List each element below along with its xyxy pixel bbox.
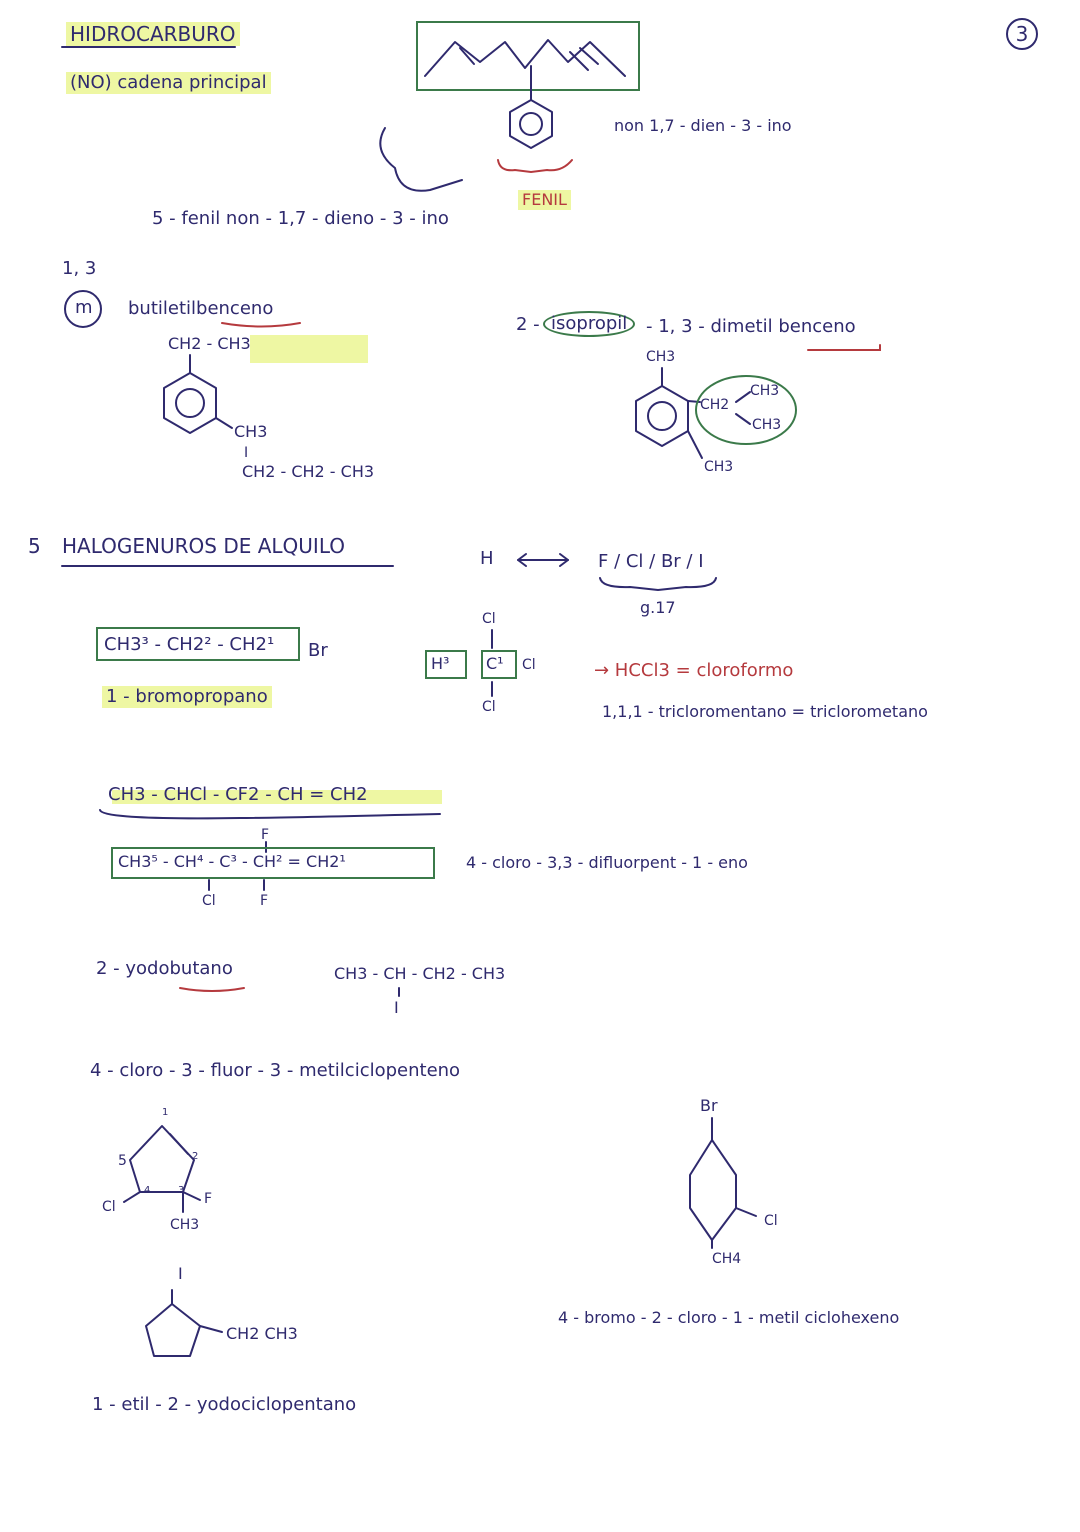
compound-name-full: 5 - fenil non - 1,7 - dieno - 3 - ino	[152, 208, 449, 229]
pent-iodo: I	[178, 1264, 183, 1283]
benzene-ring	[510, 100, 552, 148]
cyclopentene-ring	[130, 1126, 194, 1192]
ring-number-1: 1	[162, 1107, 169, 1118]
chain-brace	[100, 810, 440, 818]
carbon-chain	[425, 40, 625, 76]
iodo-label: I	[394, 998, 399, 1017]
highlight-bar	[250, 335, 368, 363]
ring-f: F	[204, 1191, 213, 1207]
double-bond	[580, 48, 598, 64]
bond	[216, 418, 232, 428]
positions-label: 1, 3	[62, 258, 97, 279]
benzene-ring	[636, 386, 688, 446]
formula-yodobutano: CH3 - CH - CH2 - CH3	[334, 964, 506, 983]
ring-number-2: 2	[192, 1151, 199, 1162]
ring-number-5: 5	[118, 1153, 127, 1169]
cyclopentane-ring	[146, 1304, 200, 1356]
benzene1-chain: CH2 - CH2 - CH3	[242, 462, 375, 481]
fenil-brace	[498, 160, 572, 172]
bond	[124, 1192, 140, 1202]
pentene-f-sub: F	[260, 893, 269, 909]
aromatic-circle	[648, 402, 676, 430]
name-underline	[808, 345, 880, 350]
chloroform-cl-right: Cl	[522, 657, 536, 673]
hydrogen-label: H	[480, 548, 494, 569]
bromine-label: Br	[308, 640, 328, 661]
benzene2-name: - 1, 3 - dimetil benceno	[646, 316, 856, 337]
formula-pentene-numbered: CH3⁵ - CH⁴ - C³ - CH² = CH2¹	[118, 852, 346, 871]
benzene2-ch3-a: CH3	[750, 383, 780, 399]
name-cyclopentene: 4 - cloro - 3 - fluor - 3 - metilciclopenteno	[90, 1060, 461, 1081]
formula-bromopropano: CH3³ - CH2² - CH2¹	[104, 634, 275, 655]
page-number: 3	[1006, 18, 1038, 50]
chloroform-h: H³	[431, 654, 450, 673]
bond	[200, 1326, 222, 1332]
benzene2-ch2: CH2	[700, 397, 730, 413]
bond	[688, 431, 702, 458]
section-number: 5	[28, 534, 41, 558]
halogens-list: F / Cl / Br / I	[598, 551, 704, 572]
name-underline	[222, 323, 300, 327]
aromatic-circle	[520, 113, 542, 135]
name-yodobutano: 2 - yodobutano	[96, 958, 233, 979]
benzene1-sub-right: CH3	[234, 422, 268, 441]
name-underline	[180, 988, 244, 991]
section-heading-hidrocarburo: HIDROCARBURO	[66, 22, 240, 46]
pentene-f-top: F	[261, 827, 270, 843]
hex-ch4: CH4	[712, 1251, 742, 1267]
group-label: g.17	[640, 598, 676, 617]
triple-bond	[570, 52, 588, 70]
benzene2-ch3-top: CH3	[646, 349, 676, 365]
name-cyclohexene: 4 - bromo - 2 - cloro - 1 - metil ciclohexeno	[558, 1308, 900, 1327]
benzene1-sub-top: CH2 - CH3	[168, 334, 251, 353]
name-bromopropano: 1 - bromopropano	[102, 686, 272, 708]
bond	[736, 1208, 756, 1216]
hex-cl: Cl	[764, 1213, 778, 1229]
name-cyclopentane: 1 - etil - 2 - yodociclopentano	[92, 1394, 357, 1415]
benzene2-ch3-bottom: CH3	[704, 459, 734, 475]
ring-number-3: 3	[178, 1185, 185, 1196]
fenil-label: FENIL	[518, 190, 571, 210]
benzene2-prefix: 2 -	[516, 314, 540, 335]
pent-ethyl: CH2 CH3	[226, 1324, 298, 1343]
isopropil-circled: isopropil	[543, 311, 635, 337]
bond	[736, 414, 750, 424]
chloroform-cl-top: Cl	[482, 611, 496, 627]
chloroform-c: C¹	[486, 654, 504, 673]
ring-number-4: 4	[144, 1185, 151, 1196]
curved-arrow	[380, 128, 462, 191]
formula-pentene: CH3 - CHCl - CF2 - CH = CH2	[108, 784, 368, 805]
bond	[183, 1192, 200, 1200]
benzene2-ch3-b: CH3	[752, 417, 782, 433]
hex-br: Br	[700, 1096, 718, 1115]
ring-cl: Cl	[102, 1199, 116, 1215]
bond	[736, 392, 750, 402]
section-heading-halogenuros: HALOGENUROS DE ALQUILO	[62, 534, 345, 558]
cadena-note: (NO) cadena principal	[66, 72, 271, 94]
aromatic-circle	[176, 389, 204, 417]
meta-prefix: m	[75, 297, 93, 318]
cyclohexane-ring	[690, 1140, 736, 1240]
halogen-brace	[600, 578, 716, 590]
double-bond	[170, 1134, 188, 1154]
trichloromethane-name: 1,1,1 - tricloromentano = triclorometano	[602, 702, 928, 721]
name-pentene: 4 - cloro - 3,3 - difluorpent - 1 - eno	[466, 853, 748, 872]
benzene1-bond: I	[244, 445, 249, 461]
chloroform-cl-bottom: Cl	[482, 699, 496, 715]
compound-name-top: non 1,7 - dien - 3 - ino	[614, 116, 792, 135]
pentene-cl-sub: Cl	[202, 893, 216, 909]
benzene-ring	[164, 373, 216, 433]
ring-ch3: CH3	[170, 1217, 200, 1233]
chloroform-result: → HCCl3 = cloroformo	[594, 660, 794, 681]
benzene1-name: butiletilbenceno	[128, 298, 274, 319]
